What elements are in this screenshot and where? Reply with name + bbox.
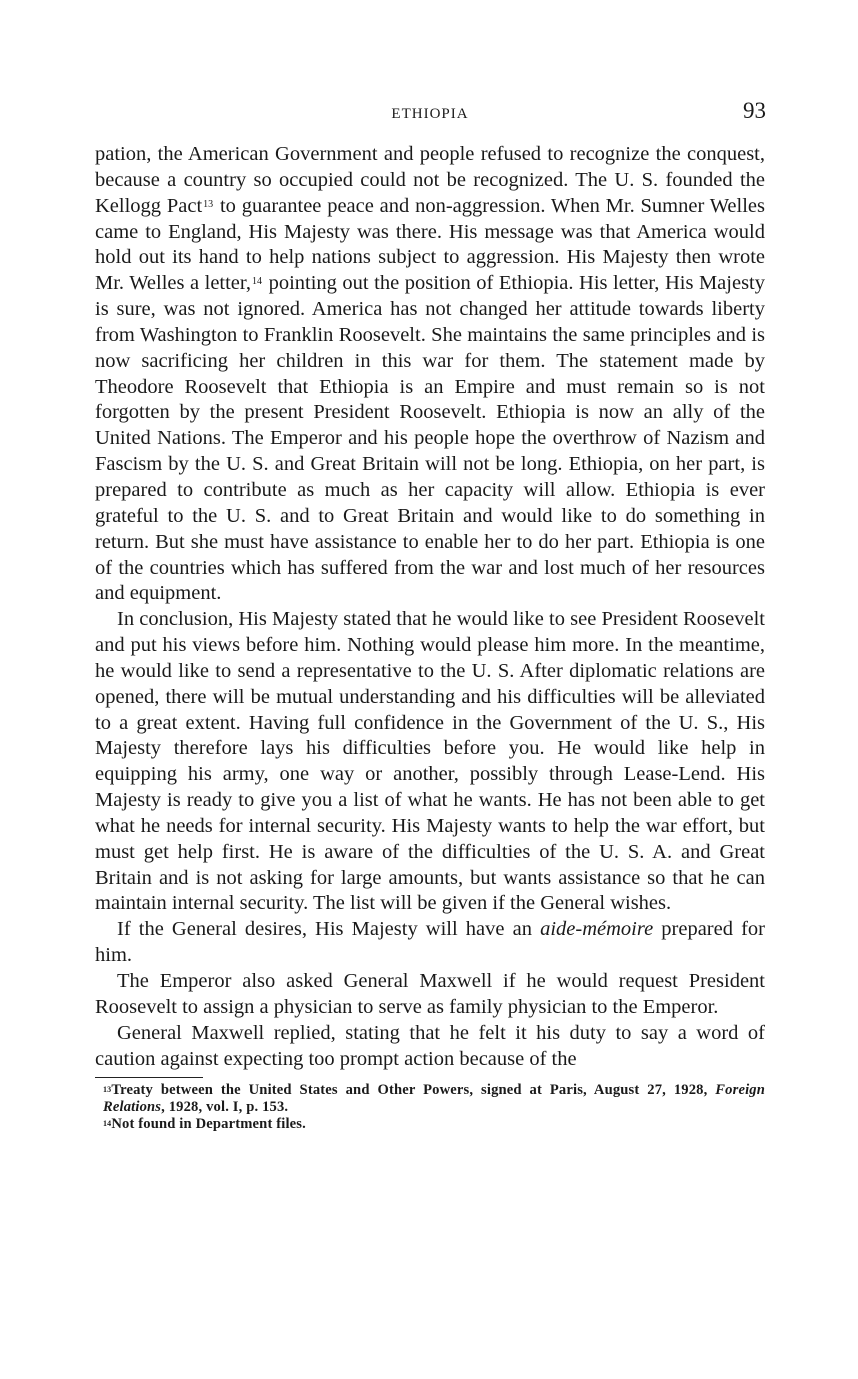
footnote-ref-13: 13 bbox=[203, 198, 214, 210]
footnote-13 bbox=[95, 1082, 765, 1116]
footnote-ref-14: 14 bbox=[252, 276, 263, 288]
paragraph-1-text-c: pointing out the position of Ethiopia. His letter, His Majesty is sure, was not ignored. America has not changed her attitude towards liberty from Washington to Franklin Roosevelt. She maintains the same principles and is now sacrificing her children in this war for them. The statement made by Theodore Roosevelt that Ethiopia is an Empire and must remain so is not forgotten by the present President Roosevelt. Ethiopia is now an ally of the United Nations. The Emperor and his people hope the overthrow of Nazism and Fascism by the U. S. and Great Britain will not be long. Ethiopia, on her part, is prepared to contribute as much as her capacity will allow. Ethiopia is ever grateful to the U. S. and to Great Britain and would like to do something in return. But she must have assistance to enable her to do her part. Ethiopia is one of the countries which has suffered from the war and lost much of her resources and equipment. bbox=[95, 272, 766, 605]
paragraph-1 bbox=[95, 142, 765, 607]
footnote-13-text-b: , 1928, vol. I, p. 153. bbox=[161, 1099, 289, 1116]
footnote-13-text-a: Treaty between the United States and Other Powers, signed at Paris, August 27, 1928, bbox=[111, 1082, 716, 1099]
paragraph-3-text-b: prepared for him. bbox=[95, 918, 765, 967]
footnote-14-mark: 14 bbox=[103, 1119, 112, 1129]
footnote-13-mark: 13 bbox=[103, 1085, 112, 1095]
footnote-13-italic: Foreign Relations bbox=[103, 1082, 765, 1116]
body-text bbox=[95, 142, 765, 1072]
paragraph-1-text-a: pation, the American Government and people refused to recognize the conquest, because a country so occupied could not be recognized. The U. S. founded the Kellogg Pact bbox=[95, 143, 765, 217]
paragraph-1-text-b: to guarantee peace and non-aggression. When Mr. Sumner Welles came to England, His Majesty was there. His message was that America would hold out its hand to help nations subject to aggression. His Majesty then wrote Mr. Welles a letter, bbox=[95, 194, 765, 295]
paragraph-4: The Emperor also asked General Maxwell if he would request President Roosevelt to assign a physician to serve as family physician to the Emperor. bbox=[95, 970, 765, 1018]
paragraph-5: General Maxwell replied, stating that he felt it his duty to say a word of caution against expecting too prompt action because of the bbox=[95, 1021, 765, 1070]
paragraph-3 bbox=[95, 917, 765, 969]
page-number: 93 bbox=[743, 98, 766, 123]
footnote-14-text: Not found in Department files. bbox=[111, 1116, 306, 1133]
page-header bbox=[95, 96, 765, 130]
aide-memoire-term: aide-mémoire bbox=[540, 918, 654, 941]
footnotes bbox=[95, 1082, 765, 1133]
running-head: ETHIOPIA bbox=[391, 106, 469, 122]
paragraph-3-text-a: If the General desires, His Majesty will have an bbox=[117, 918, 541, 941]
paragraph-2: In conclusion, His Majesty stated that he would like to see President Roosevelt and put his views before him. Nothing would please him more. In the meantime, he would like to send a representative to the U. S. After diplomatic relations are opened, there will be mutual understanding and his difficulties will be alleviated to a great extent. Having full confidence in the Government of the U. S., His Majesty therefore lays his difficulties before you. He would like help in equipping his army, one way or another, possibly through Lease-Lend. His Majesty is ready to give you a list of what he wants. He has not been able to get what he needs for internal security. His Majesty wants to help the war effort, but must get help first. He is aware of the difficulties of the U. S. A. and Great Britain and is not asking for large amounts, but wants assistance so that he can maintain internal security. The list will be given if the General wishes. bbox=[95, 608, 765, 915]
document-page bbox=[95, 96, 765, 1133]
footnote-14 bbox=[95, 1116, 765, 1133]
footnote-divider bbox=[95, 1077, 203, 1078]
